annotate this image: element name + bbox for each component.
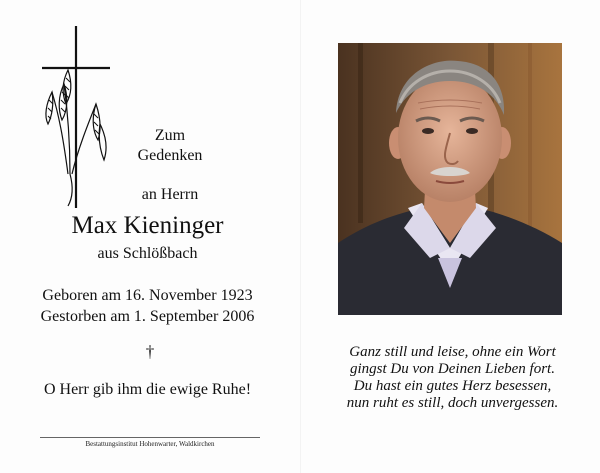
poem-line: nun ruht es still, doch unvergessen. (346, 395, 559, 411)
poem-line: Ganz still und leise, ohne ein Wort (349, 344, 556, 360)
memorial-poem (330, 344, 575, 412)
funeral-home-footer: Bestattungsinstitut Hohenwarter, Waldkirchen (85, 440, 215, 448)
poem-line: gingst Du von Deinen Lieben fort. (350, 361, 555, 377)
card-fold (300, 0, 301, 473)
portrait-photo (338, 43, 562, 315)
cross-with-wheat-icon (38, 24, 112, 210)
death-date: Gestorben am 1. September 2006 (40, 308, 255, 325)
gedenken-text: Gedenken (137, 147, 203, 164)
life-dates (20, 285, 275, 327)
poem-line: Du hast ein gutes Herz besessen, (353, 378, 552, 394)
zum-gedenken-heading (100, 126, 240, 166)
dagger-symbol: † (145, 342, 155, 361)
zum-text: Zum (154, 127, 186, 144)
deceased-name: Max Kieninger (71, 212, 224, 239)
an-herrn-text: an Herrn (141, 186, 199, 203)
footer-divider (40, 437, 260, 438)
portrait-illustration (338, 43, 562, 315)
prayer-text: O Herr gib ihm die ewige Ruhe! (43, 381, 252, 398)
origin-text: aus Schlößbach (97, 245, 198, 262)
birth-date: Geboren am 16. November 1923 (42, 287, 253, 304)
